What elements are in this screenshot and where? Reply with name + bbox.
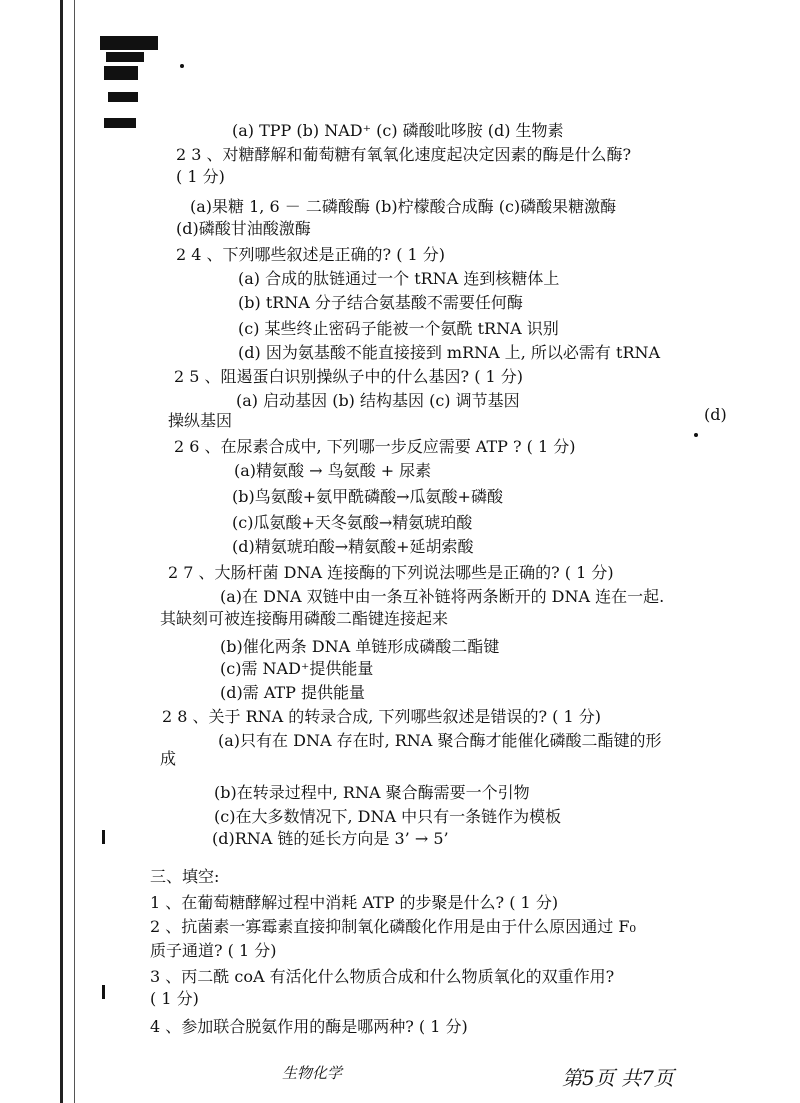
q23-option-d: (d)磷酸甘油酸激酶 [176, 219, 311, 238]
q28-option-a-cont: 成 [160, 749, 177, 768]
q28-option-c: (c)在大多数情况下, DNA 中只有一条链作为模板 [214, 807, 562, 826]
fill-q2-cont: 质子通道? ( 1 分) [150, 941, 277, 960]
q28-option-d: (d)RNA 链的延长方向是 3’ → 5’ [212, 829, 449, 848]
scan-mark [102, 830, 105, 844]
q26-option-b: (b)鸟氨酸+氨甲酰磷酸→瓜氨酸+磷酸 [232, 487, 503, 506]
scan-mark [104, 118, 136, 128]
section-heading-fill-in: 三、填空: [150, 867, 220, 886]
q26-option-a: (a)精氨酸 → 鸟氨酸 + 尿素 [234, 461, 432, 480]
q24-option-b: (b) tRNA 分子结合氨基酸不需要任何酶 [238, 293, 523, 312]
page-number: 第5页 共7页 [562, 1066, 674, 1090]
scan-dot [180, 64, 184, 68]
q27-question: 2 7 、大肠杆菌 DNA 连接酶的下列说法哪些是正确的? ( 1 分) [168, 563, 614, 582]
scan-mark [104, 66, 138, 80]
q25-options: (a) 启动基因 (b) 结构基因 (c) 调节基因 [236, 391, 520, 410]
scan-mark [106, 52, 144, 62]
q27-option-d: (d)需 ATP 提供能量 [220, 683, 366, 702]
q23-question: 2 3 、对糖酵解和葡萄糖有氧氧化速度起决定因素的酶是什么酶? [176, 145, 632, 164]
scan-mark [108, 92, 138, 102]
q28-option-a: (a)只有在 DNA 存在时, RNA 聚合酶才能催化磷酸二酯键的形 [218, 731, 662, 750]
binding-edge-line [60, 0, 63, 1103]
q24-option-c: (c) 某些终止密码子能被一个氨酰 tRNA 识别 [238, 319, 559, 338]
q25-option-d-label: (d) [704, 405, 727, 424]
q26-option-d: (d)精氨琥珀酸→精氨酸+延胡索酸 [232, 537, 474, 556]
q27-option-a-cont: 其缺刻可被连接酶用磷酸二酯键连接起来 [160, 609, 449, 628]
q27-option-a: (a)在 DNA 双链中由一条互补链将两条断开的 DNA 连在一起. [220, 587, 665, 606]
fill-q2: 2 、抗菌素一寡霉素直接抑制氧化磷酸化作用是由于什么原因通过 F₀ [150, 917, 636, 936]
scan-mark [100, 36, 158, 50]
q25-question: 2 5 、阻遏蛋白识别操纵子中的什么基因? ( 1 分) [174, 367, 524, 386]
q28-question: 2 8 、关于 RNA 的转录合成, 下列哪些叙述是错误的? ( 1 分) [162, 707, 601, 726]
fill-q3-cont: ( 1 分) [150, 989, 199, 1008]
q27-option-c: (c)需 NAD⁺提供能量 [220, 659, 374, 678]
q28-option-b: (b)在转录过程中, RNA 聚合酶需要一个引物 [214, 783, 530, 802]
fill-q3: 3 、丙二酰 coA 有活化什么物质合成和什么物质氧化的双重作用? [150, 967, 615, 986]
q24-question: 2 4 、下列哪些叙述是正确的? ( 1 分) [176, 245, 446, 264]
q24-option-d: (d) 因为氨基酸不能直接接到 mRNA 上, 所以必需有 tRNA [238, 343, 661, 362]
q23-options: (a)果糖 1, 6 － 二磷酸酶 (b)柠檬酸合成酶 (c)磷酸果糖激酶 [190, 197, 617, 216]
scan-mark [102, 985, 105, 999]
q26-option-c: (c)瓜氨酸+天冬氨酸→精氨琥珀酸 [232, 513, 473, 532]
fill-q1: 1 、在葡萄糖酵解过程中消耗 ATP 的步聚是什么? ( 1 分) [150, 893, 559, 912]
q27-option-b: (b)催化两条 DNA 单链形成磷酸二酯键 [220, 637, 500, 656]
q23-score: ( 1 分) [176, 167, 225, 186]
q22-options: (a) TPP (b) NAD⁺ (c) 磷酸吡哆胺 (d) 生物素 [232, 121, 564, 140]
q26-question: 2 6 、在尿素合成中, 下列哪一步反应需要 ATP ? ( 1 分) [174, 437, 576, 456]
handwritten-subject: 生物化学 [282, 1064, 343, 1082]
q24-option-a: (a) 合成的肽链通过一个 tRNA 连到核糖体上 [238, 269, 560, 288]
binding-edge-line-thin [74, 0, 75, 1103]
q25-option-d: 操纵基因 [168, 411, 233, 430]
fill-q4: 4 、参加联合脱氨作用的酶是哪两种? ( 1 分) [150, 1017, 468, 1036]
scan-dot [694, 433, 698, 437]
